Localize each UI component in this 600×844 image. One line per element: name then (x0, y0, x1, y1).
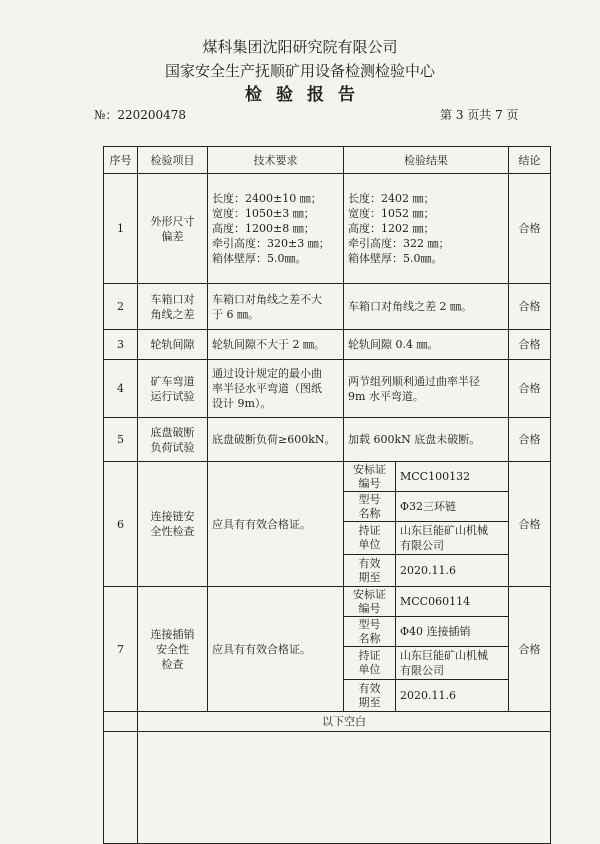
table-header-row (104, 147, 551, 174)
sub-value: Φ32三环链 (396, 492, 509, 522)
sub-label: 型号 名称 (344, 617, 396, 647)
row-requirement: 轮轨间隙不大于 2 ㎜。 (208, 330, 344, 360)
table-row (104, 360, 551, 418)
row-no: 1 (104, 174, 138, 284)
row-no: 6 (104, 462, 138, 587)
sub-value: 山东巨能矿山机械 有限公司 (396, 647, 509, 680)
row-item: 矿车弯道 运行试验 (138, 360, 208, 418)
row-no: 5 (104, 418, 138, 462)
sub-value: 2020.11.6 (396, 555, 509, 587)
header-no: 序号 (104, 147, 138, 174)
sub-value: 2020.11.6 (396, 680, 509, 712)
table-row (104, 330, 551, 360)
inspection-table (103, 146, 551, 844)
footer-blank (104, 712, 138, 732)
table-row (104, 174, 551, 284)
filler-cell (138, 732, 551, 844)
table-filler-row (104, 732, 551, 844)
table-row (104, 462, 551, 492)
table-row (104, 587, 551, 617)
row-result: 加载 600kN 底盘未破断。 (344, 418, 509, 462)
row-conclusion: 合格 (509, 360, 551, 418)
row-requirement: 长度：2400±10 ㎜； 宽度：1050±3 ㎜； 高度：1200±8 ㎜； 牵引高度：320±3 ㎜； 箱体壁厚：5.0㎜。 (208, 174, 344, 284)
row-no: 3 (104, 330, 138, 360)
report-title: 检验报告 (245, 85, 369, 105)
org-line-1: 煤科集团沈阳研究院有限公司 (202, 38, 398, 56)
header-conclusion: 结论 (509, 147, 551, 174)
sub-label: 安标证 编号 (344, 587, 396, 617)
header-item: 检验项目 (138, 147, 208, 174)
row-requirement: 通过设计规定的最小曲 率半径水平弯道（图纸 设计 9m）。 (208, 360, 344, 418)
row-result: 车箱口对角线之差 2 ㎜。 (344, 284, 509, 330)
header-result: 检验结果 (344, 147, 509, 174)
table-footer-row (104, 712, 551, 732)
row-conclusion: 合格 (509, 462, 551, 587)
sub-label: 持证 单位 (344, 647, 396, 680)
row-item: 底盘破断 负荷试验 (138, 418, 208, 462)
row-no: 4 (104, 360, 138, 418)
footer-text: 以下空白 (138, 712, 551, 732)
sub-value: 山东巨能矿山机械 有限公司 (396, 522, 509, 555)
table-row (104, 284, 551, 330)
row-requirement: 应具有有效合格证。 (208, 462, 344, 587)
row-requirement: 底盘破断负荷≥600kN。 (208, 418, 344, 462)
row-item: 车箱口对 角线之差 (138, 284, 208, 330)
row-conclusion: 合格 (509, 330, 551, 360)
page-info: 第 3 页共 7 页 (440, 108, 519, 122)
header-requirement: 技术要求 (208, 147, 344, 174)
sub-label: 型号 名称 (344, 492, 396, 522)
sub-label: 有效 期至 (344, 555, 396, 587)
row-no: 2 (104, 284, 138, 330)
sub-value: MCC100132 (396, 462, 509, 492)
row-item: 外形尺寸 偏差 (138, 174, 208, 284)
sub-value: MCC060114 (396, 587, 509, 617)
row-requirement: 车箱口对角线之差不大 于 6 ㎜。 (208, 284, 344, 330)
sub-value: Φ40 连接插销 (396, 617, 509, 647)
row-item: 连接链安 全性检查 (138, 462, 208, 587)
row-conclusion: 合格 (509, 284, 551, 330)
row-conclusion: 合格 (509, 587, 551, 712)
row-item: 轮轨间隙 (138, 330, 208, 360)
row-conclusion: 合格 (509, 418, 551, 462)
sub-label: 有效 期至 (344, 680, 396, 712)
row-no: 7 (104, 587, 138, 712)
row-item: 连接插销 安全性 检查 (138, 587, 208, 712)
filler-cell (104, 732, 138, 844)
row-conclusion: 合格 (509, 174, 551, 284)
sub-label: 持证 单位 (344, 522, 396, 555)
row-result: 轮轨间隙 0.4 ㎜。 (344, 330, 509, 360)
row-requirement: 应具有有效合格证。 (208, 587, 344, 712)
table-row (104, 418, 551, 462)
org-line-2: 国家安全生产抚顺矿用设备检测检验中心 (164, 62, 435, 80)
row-result: 长度：2402 ㎜； 宽度：1052 ㎜； 高度：1202 ㎜； 牵引高度：322 ㎜； 箱体壁厚：5.0㎜。 (344, 174, 509, 284)
sub-label: 安标证 编号 (344, 462, 396, 492)
report-number: №：220200478 (94, 108, 187, 122)
row-result: 两节组列顺利通过曲率半径 9m 水平弯道。 (344, 360, 509, 418)
